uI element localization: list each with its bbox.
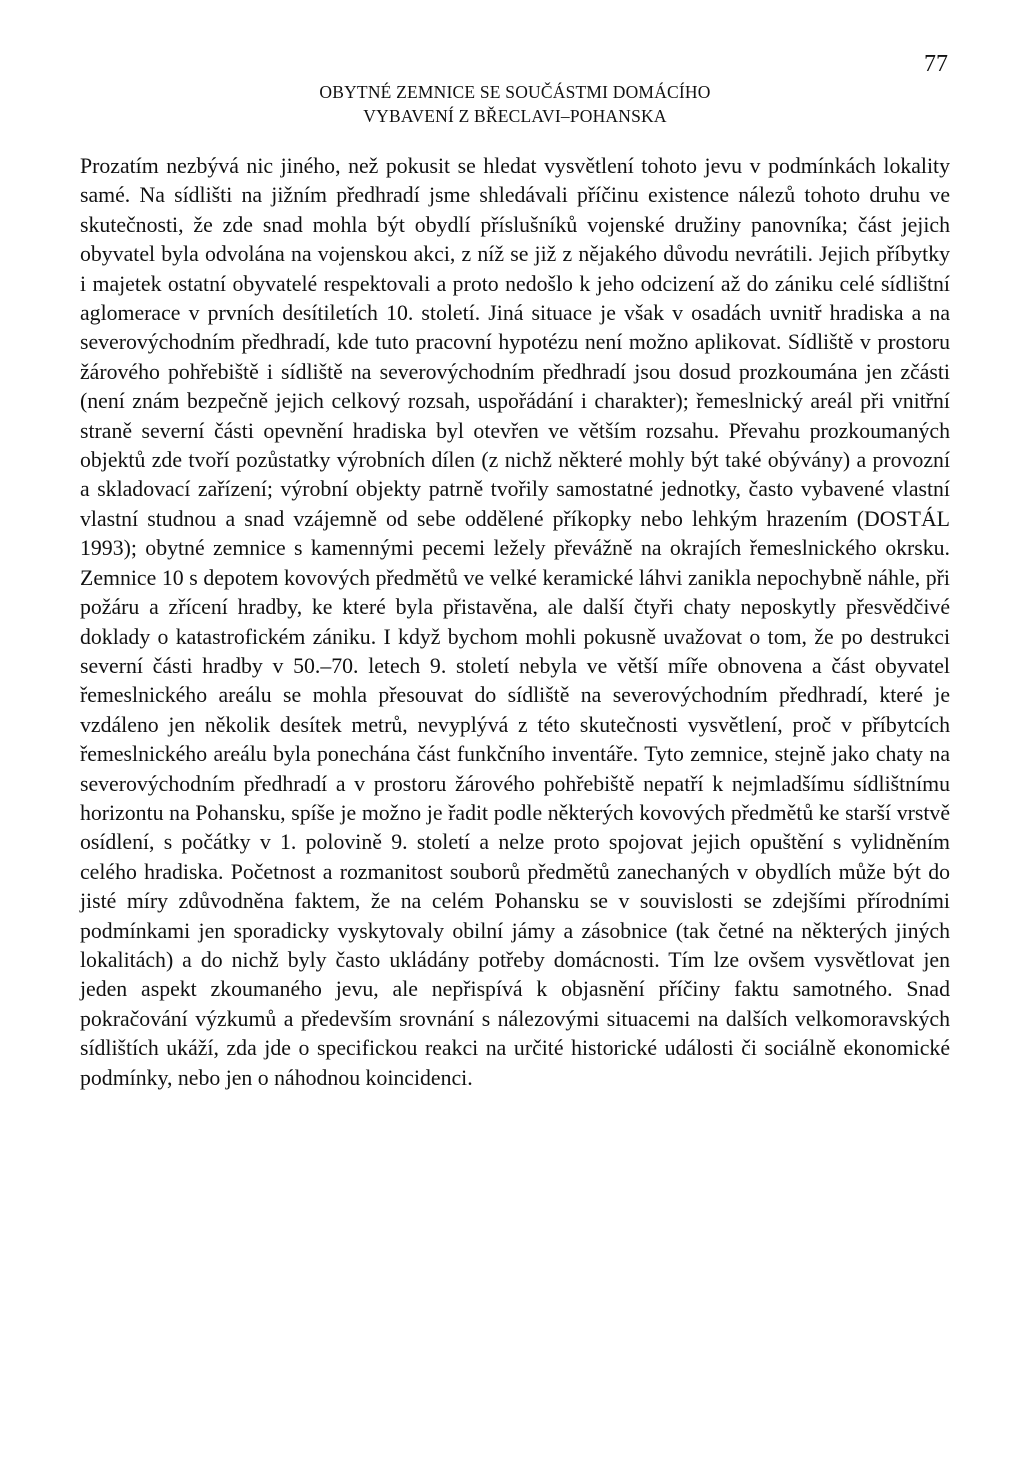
running-head <box>80 80 950 128</box>
page-number: 77 <box>924 51 948 77</box>
running-head-line-2: VYBAVENÍ Z BŘECLAVI–POHANSKA <box>363 106 667 126</box>
running-head-line-1: OBYTNÉ ZEMNICE SE SOUČÁSTMI DOMÁCÍHO <box>319 82 711 102</box>
body-paragraph: Prozatím nezbývá nic jiného, než pokusit se hledat vysvětlení tohoto jevu v podmínkách lokality samé. Na sídlišti na jižním předhradí jsme shledávali příčinu existence nálezů tohoto druhu ve skutečnosti, že zde snad mohla být obydlí příslušníků vojenské družiny panovníka; část jejich obyvatel byla odvolána na vojenskou akci, z níž se již z nějakého důvodu nevrátili. Jejich příbytky i majetek ostatní obyvatelé respektovali a proto nedošlo k jeho odcizení až do zániku celé sídlištní aglomerace v prvních desítiletích 10. století. Jiná situace je však v osadách uvnitř hradiska a na severovýchodním předhradí, kde tuto pracovní hypotézu není možno aplikovat. Sídliště v prostoru žárového pohřebiště i sídliště na severovýchodním předhradí jsou dosud prozkoumána jen zčásti (není znám bezpečně jejich celkový rozsah, uspořádání i charakter); řemeslnický areál při vnitřní straně severní části opevnění hradiska byl otevřen ve větším rozsahu. Převahu prozkoumaných objektů zde tvoří pozůstatky výrobních dílen (z nichž některé mohly být také obývány) a provozní a skladovací zařízení; výrobní objekty patrně tvořily samostatné jednotky, často vybavené vlastní vlastní studnou a snad vzájemně od sebe oddělené příkopky nebo lehkým hrazením (DOSTÁL 1993); obytné zemnice s kamennými pecemi ležely převážně na okrajích řemeslnického okrsku. Zemnice 10 s depotem kovových předmětů ve velké keramické láhvi zanikla nepochybně náhle, při požáru a zřícení hradby, ke které byla přistavěna, ale další čtyři chaty neposkytly přesvědčivé doklady o katastrofickém zániku. I když bychom mohli pokusně uvažovat o tom, že po destrukci severní části hradby v 50.–70. letech 9. století nebyla ve větší míře obnovena a část obyvatel řemeslnického areálu se mohla přesouvat do sídliště na severovýchodním předhradí, které je vzdáleno jen několik desítek metrů, nevyplývá z této skutečnosti vysvětlení, proč v příbytcích řemeslnického areálu byla ponechána část funkčního inventáře. Tyto zemnice, stejně jako chaty na severovýchodním předhradí a v prostoru žárového pohřebiště nepatří k nejmladšímu sídlištnímu horizontu na Pohansku, spíše je možno je řadit podle některých kovových předmětů ke starší vrstvě osídlení, s počátky v 1. polovině 9. století a nelze proto spojovat jejich opuštění s vylidněním celého hradiska. Početnost a rozmanitost souborů předmětů zanechaných v obydlích může být do jisté míry zdůvodněna faktem, že na celém Pohansku se v souvislosti se zdejšími přírodními podmínkami jen sporadicky vyskytovaly obilní jámy a zásobnice (tak četné na některých jiných lokalitách) a do nichž byly často ukládány potřeby domácnosti. Tím lze ovšem vysvětlovat jen jeden aspekt zkoumaného jevu, ale nepřispívá k objasnění příčiny faktu samotného. Snad pokračování výzkumů a především srovnání s nálezovými situacemi na dalších velkomoravských sídlištích ukáží, zda jde o specifickou reakci na určité historické události či sociálně ekonomické podmínky, nebo jen o náhodnou koincidenci. <box>80 154 950 1090</box>
